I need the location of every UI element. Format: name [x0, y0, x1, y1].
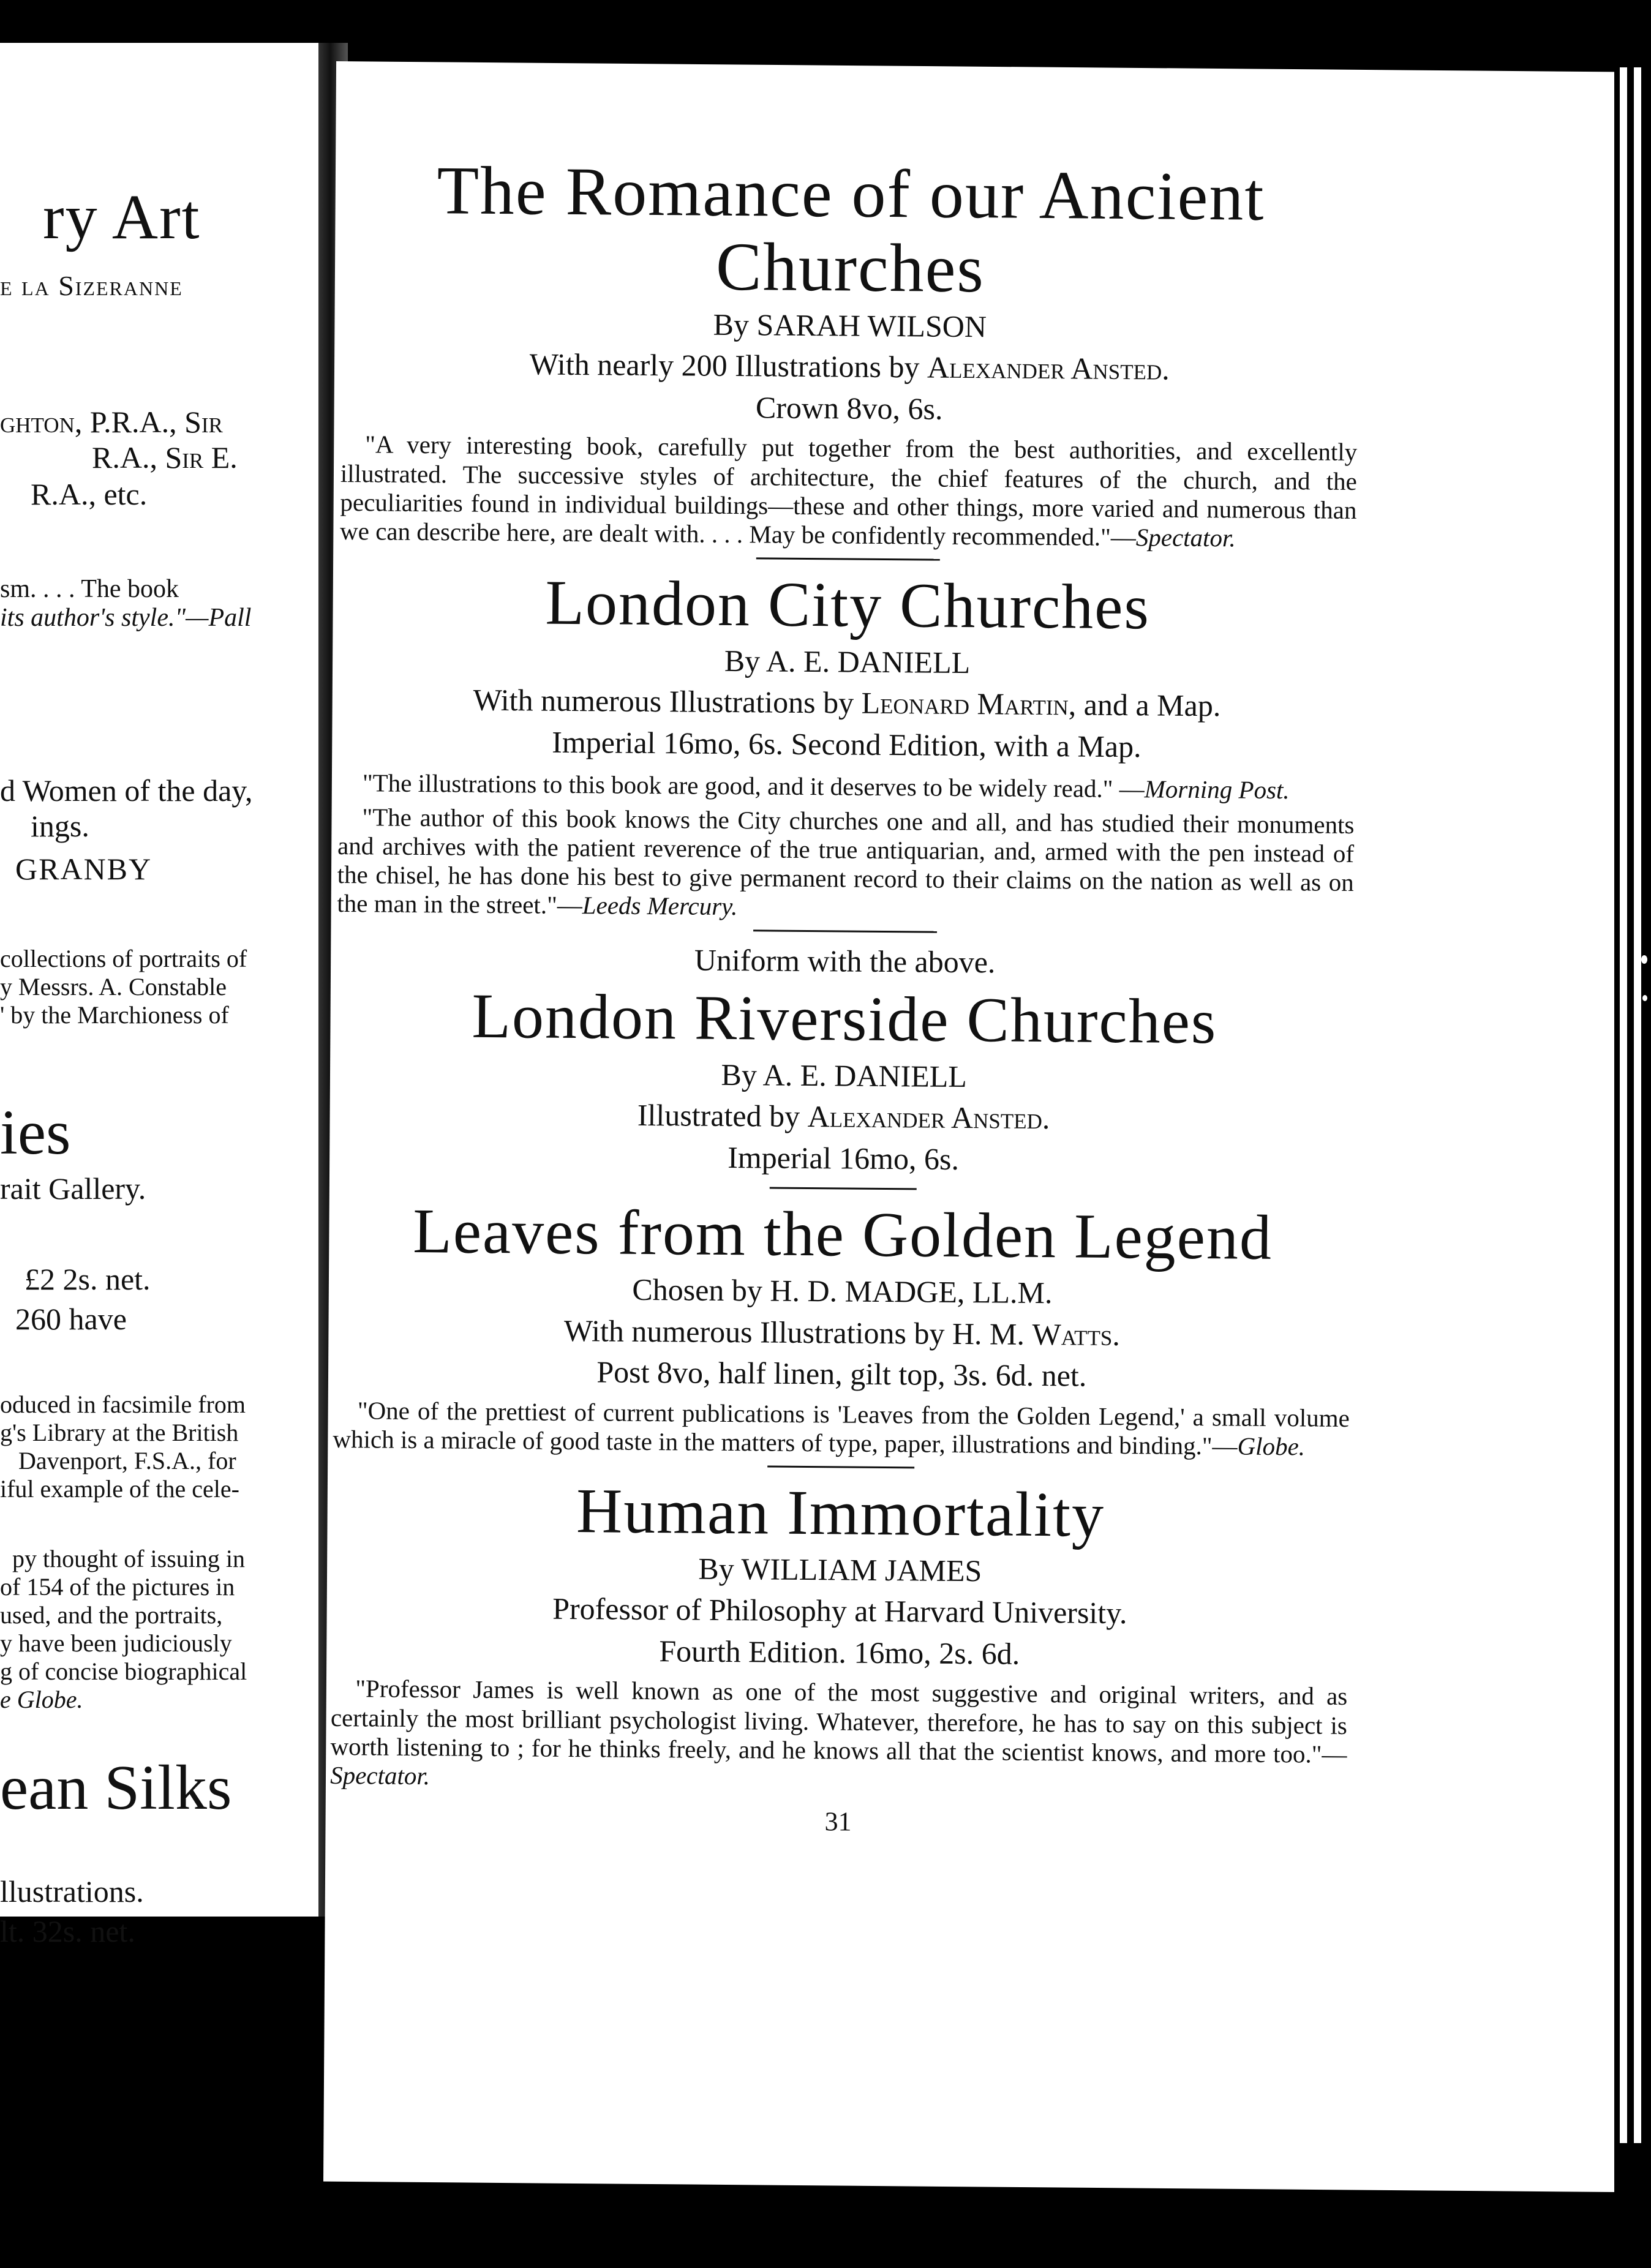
page-number: 31: [824, 1806, 852, 1837]
book-title: Leaves from the Golden Legend: [412, 1196, 1273, 1274]
left-line: R.A., etc.: [31, 477, 148, 511]
book-title: London Riverside Churches: [472, 980, 1217, 1057]
illus-name: Alexander Ansted.: [807, 1099, 1050, 1136]
book-title: Human Immortality: [576, 1476, 1105, 1550]
book-format: Imperial 16mo, 6s.: [728, 1140, 960, 1176]
quote-source: Spectator.: [1135, 523, 1236, 552]
left-line: GRANBY: [15, 852, 152, 886]
left-line: ings.: [31, 809, 89, 843]
illus-prefix: With numerous Illustrations by H. M.: [563, 1313, 1025, 1351]
left-line: ies: [0, 1097, 71, 1168]
left-line: lt. 32s. net.: [0, 1914, 135, 1948]
book-title: London City Churches: [545, 567, 1151, 643]
illus-suffix: and a Map.: [1083, 687, 1221, 723]
book-illustrator: [341, 342, 1358, 392]
review-quote: [337, 803, 1354, 926]
left-line: ean Silks: [0, 1752, 232, 1823]
quote-source: Morning Post.: [1144, 775, 1290, 805]
left-line: of 154 of the pictures in: [0, 1573, 235, 1601]
review-quote: [340, 430, 1357, 554]
book-format: Fourth Edition. 16mo, 2s. 6d.: [659, 1634, 1020, 1671]
left-line: y Messrs. A. Constable: [0, 973, 227, 1001]
review-quote: [338, 768, 1355, 805]
review-quote: [333, 1396, 1350, 1462]
left-line: y have been judiciously: [0, 1629, 232, 1657]
quote-text: "The illustrations to this book are good, and it deserves to be widely read." —: [362, 768, 1145, 803]
book-title: Churches: [715, 228, 985, 307]
left-line: sm. . . . The book: [0, 575, 179, 603]
illus-prefix: Illustrated by: [637, 1097, 800, 1134]
illus-prefix: With numerous Illustrations by: [473, 683, 854, 721]
left-line: oduced in facsimile from: [0, 1391, 246, 1418]
left-line: Davenport, F.S.A., for: [18, 1447, 236, 1474]
quote-source: Globe.: [1237, 1432, 1306, 1461]
left-line: 260 have: [15, 1302, 127, 1336]
left-line: used, and the portraits,: [0, 1601, 223, 1629]
book-illustrator: [334, 1309, 1350, 1358]
left-line: g's Library at the British: [0, 1419, 239, 1446]
quote-text: "The author of this book knows the City churches one and all, and has studied their monuments and archives with the patient reverence of the true antiquarian, and, armed with the pen instead of the chisel, he has done his best to give permanent record to their claims on the nation as well as on the man in the street."—: [337, 802, 1355, 920]
book-listing: [333, 1194, 1351, 1462]
illus-name: Watts.: [1032, 1316, 1121, 1352]
left-line: g of concise biographical: [0, 1658, 247, 1685]
divider: [770, 1187, 917, 1190]
left-line: collections of portraits of: [0, 945, 247, 972]
quote-text: "A very interesting book, carefully put together from the best authorities, and excellently illustrated. The successive styles of architecture, the chief features of the church, and the peculiarities found in individual buildings—these and other things, more varied and numerous than we can describe here, are dealt with. . . . May be confidently recommended."—: [339, 430, 1358, 552]
divider: [756, 557, 940, 560]
book-author: By A. E. DANIELL: [721, 1057, 968, 1094]
left-line: llustrations.: [0, 1874, 144, 1909]
quote-text: "Professor James is well known as one of the most suggestive and original writers, and as certainly the most brilliant psychologist living. Whatever, therefore, he has to say on this subject is worth listening to ; for he thinks freely, and he knows all that the scientist knows, and more too."—: [330, 1674, 1348, 1768]
book-format: Imperial 16mo, 6s. Second Edition, with a Map.: [552, 724, 1141, 764]
uniform-note: Uniform with the above.: [694, 942, 996, 980]
divider: [753, 929, 937, 933]
book-title: The Romance of our Ancient: [437, 152, 1265, 235]
advertisement-column: [329, 153, 1360, 1841]
illus-name: Leonard Martin,: [861, 686, 1077, 722]
quote-text: "One of the prettiest of current publications is 'Leaves from the Golden Legend,' a small volume which is a miracle of good taste in the matters of type, paper, illustrations and binding."—: [333, 1395, 1350, 1460]
left-page: [0, 43, 318, 1948]
book-author: Chosen by H. D. MADGE, LL.M.: [632, 1272, 1053, 1310]
page-edge: [1634, 67, 1641, 2143]
book-listing: [330, 1473, 1349, 1798]
left-line: e Globe.: [0, 1686, 83, 1713]
left-line: d Women of the day,: [0, 773, 253, 808]
book-affiliation: Professor of Philosophy at Harvard University.: [552, 1591, 1127, 1631]
left-line: rait Gallery.: [0, 1171, 146, 1206]
left-line: its author's style."—Pall: [0, 604, 252, 632]
divider: [767, 1465, 914, 1468]
review-quote: [330, 1674, 1347, 1798]
book-format: Post 8vo, half linen, gilt top, 3s. 6d. net.: [596, 1354, 1087, 1393]
book-author: By A. E. DANIELL: [724, 643, 971, 680]
book-illustrator: [335, 1092, 1352, 1142]
quote-source: Spectator.: [330, 1760, 431, 1790]
book-illustrator: [339, 678, 1355, 728]
scan-speck: [1641, 955, 1647, 964]
left-line: e la Sizeranne: [0, 270, 183, 301]
left-line: ' by the Marchioness of: [0, 1001, 229, 1029]
left-line: R.A., Sir E.: [92, 440, 238, 475]
left-line: ry Art: [43, 182, 201, 252]
left-line: py thought of issuing in: [12, 1545, 246, 1572]
book-listing: [335, 937, 1353, 1183]
book-author: By SARAH WILSON: [713, 307, 987, 344]
page-edge: [1620, 67, 1627, 2143]
scan-speck: [1642, 995, 1647, 1001]
illus-prefix: With nearly 200 Illustrations by: [529, 347, 920, 385]
book-listing: [337, 565, 1356, 926]
book-listing: [340, 153, 1360, 554]
book-format: Crown 8vo, 6s.: [755, 390, 943, 426]
illus-name: Alexander Ansted.: [927, 350, 1170, 387]
left-line: ghton, P.R.A., Sir: [0, 405, 223, 439]
book-author: By WILLIAM JAMES: [698, 1551, 982, 1588]
left-line: iful example of the cele-: [0, 1475, 239, 1503]
left-line: £2 2s. net.: [24, 1262, 151, 1296]
quote-source: Leeds Mercury.: [582, 891, 738, 921]
